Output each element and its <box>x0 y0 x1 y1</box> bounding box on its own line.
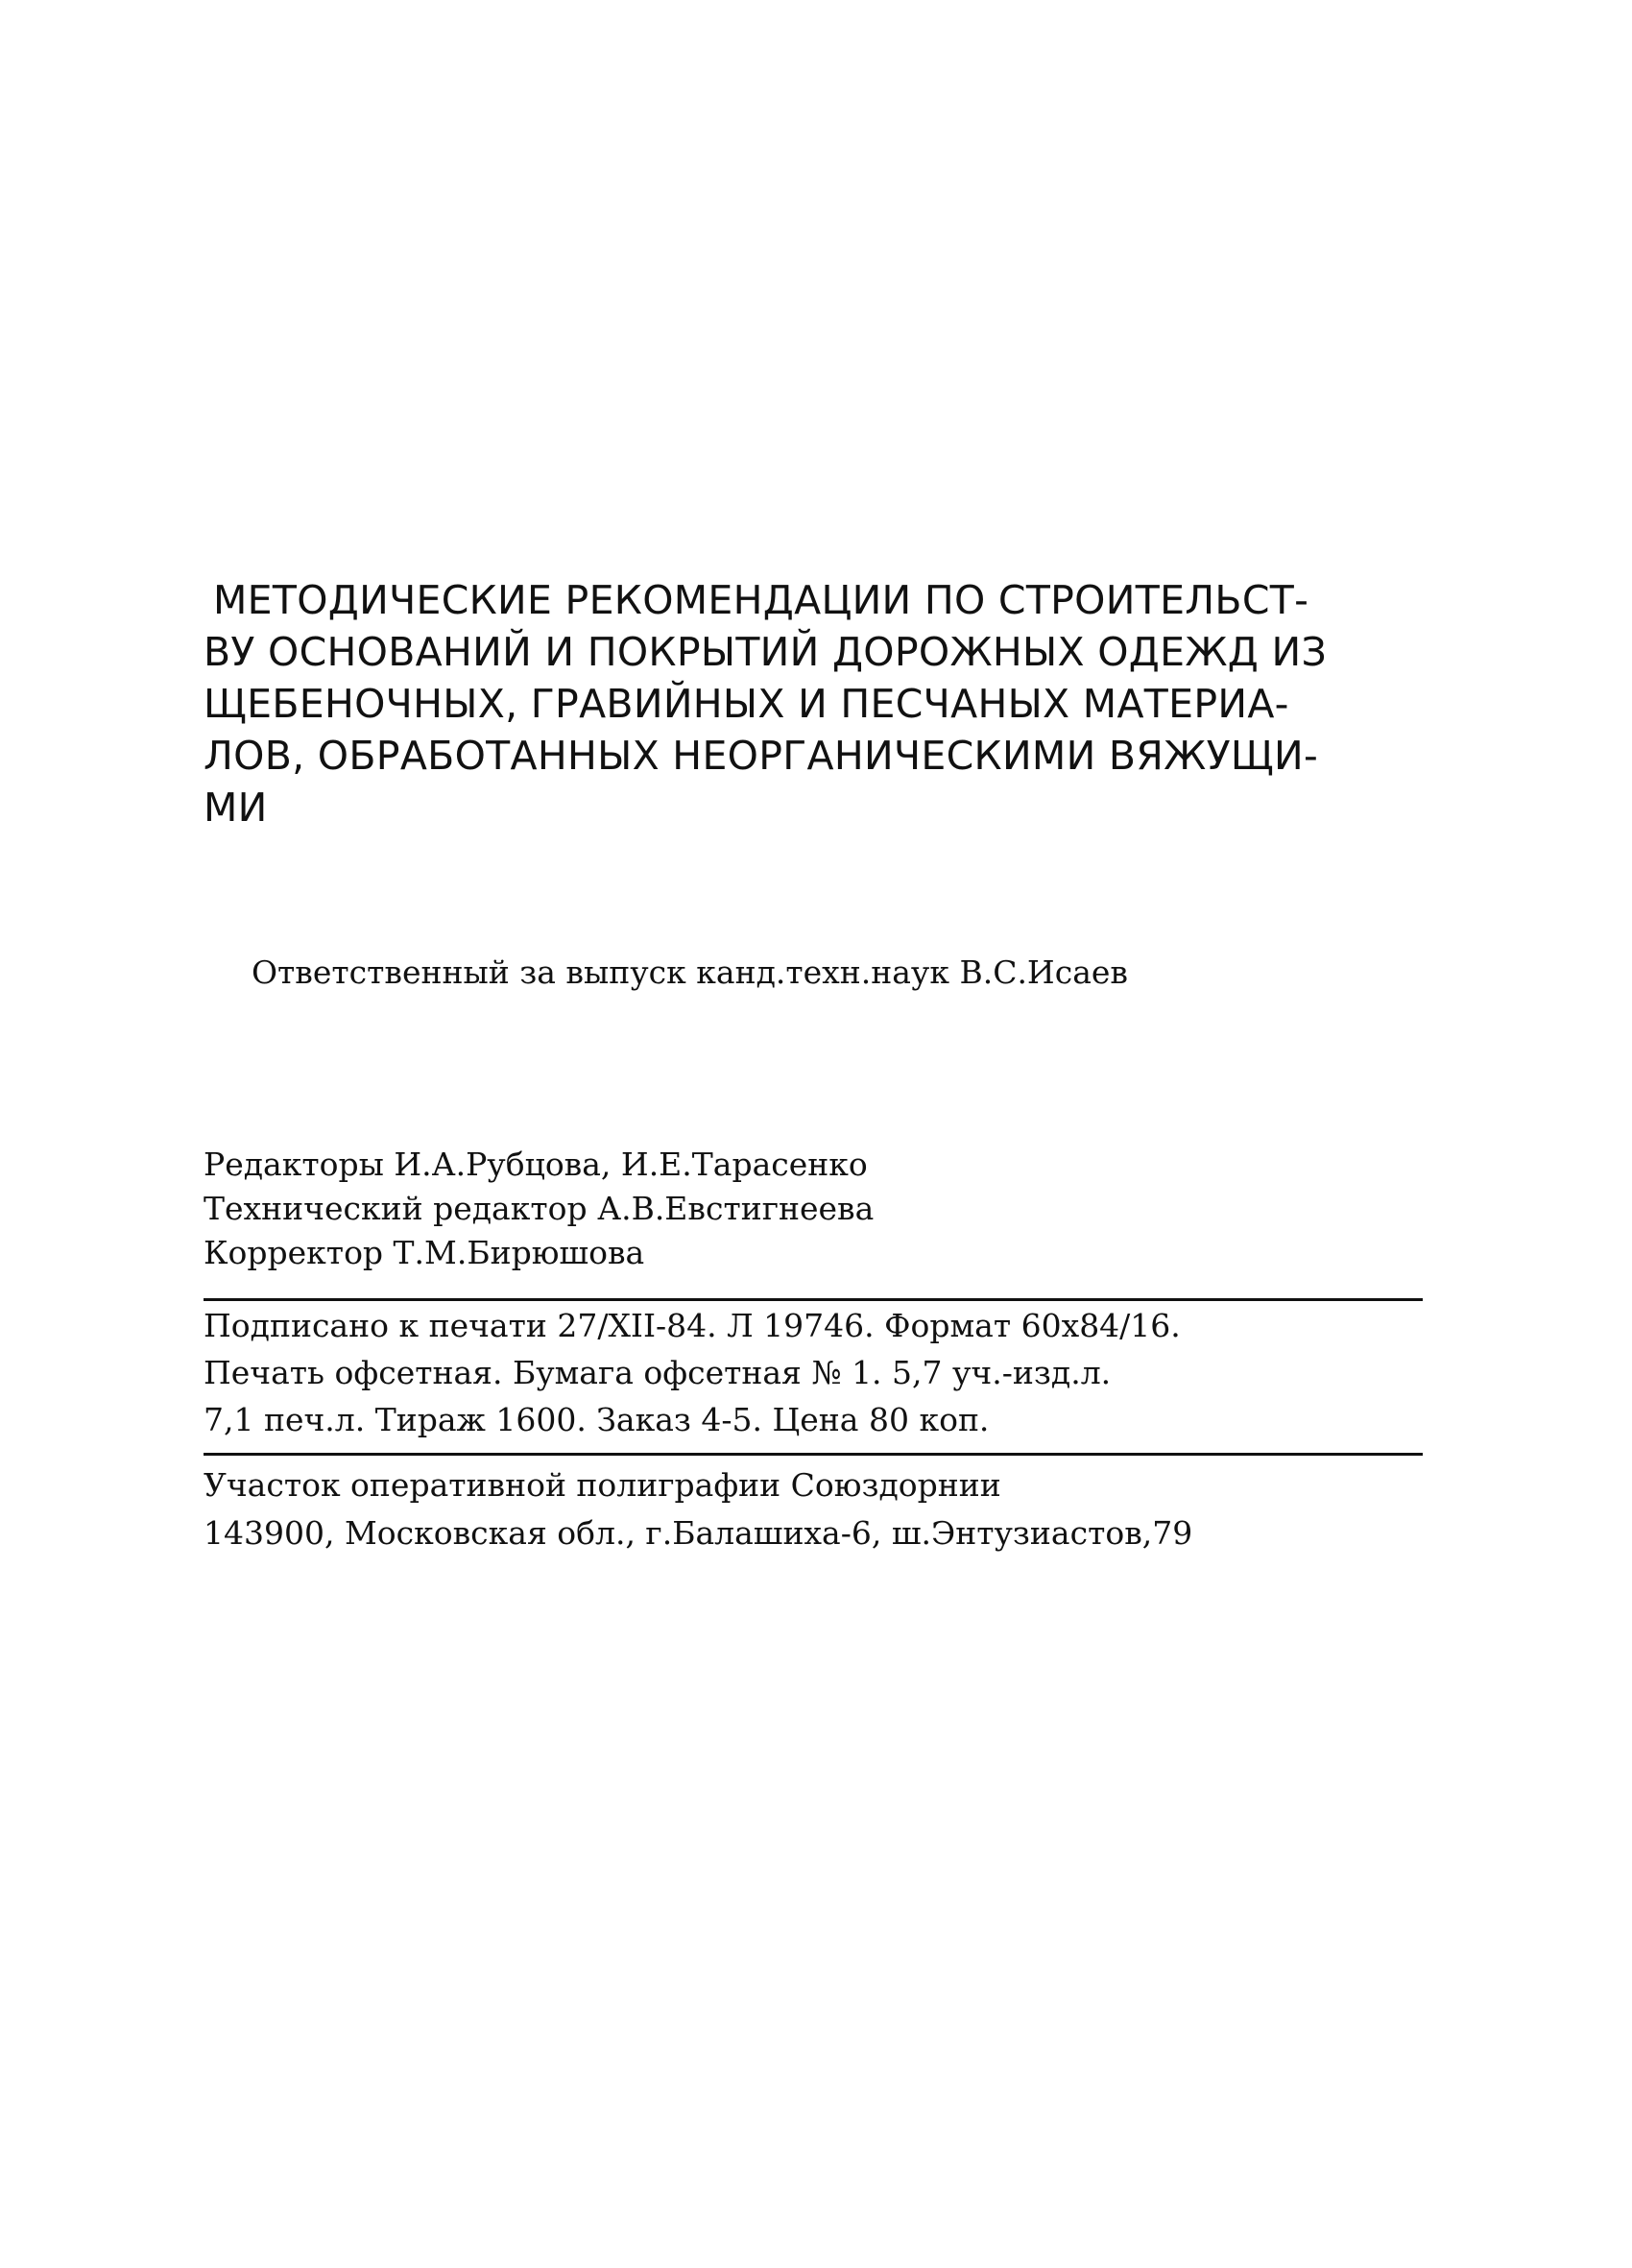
document-title <box>204 574 1432 833</box>
publisher-address <box>204 1461 1192 1557</box>
title-line: МИ <box>204 784 268 831</box>
editorial-staff <box>204 1143 874 1275</box>
title-line: ЛОВ, ОБРАБОТАННЫХ НЕОРГАНИЧЕСКИМИ ВЯЖУЩИ- <box>204 733 1319 779</box>
print-details-line: 7,1 печ.л. Тираж 1600. Заказ 4-5. Цена 80 коп. <box>204 1401 990 1438</box>
staff-line-technical-editor: Технический редактор А.В.Евстигнеева <box>204 1190 875 1227</box>
title-line: ВУ ОСНОВАНИЙ И ПОКРЫТИЙ ДОРОЖНЫХ ОДЕЖД ИЗ <box>204 629 1328 675</box>
title-line: ЩЕБЕНОЧНЫХ, ГРАВИЙНЫХ И ПЕСЧАНЫХ МАТЕРИА- <box>204 681 1289 727</box>
responsible-editor-line: Ответственный за выпуск канд.техн.наук В.С.Исаев <box>252 953 1128 991</box>
divider-rule-bottom <box>204 1453 1423 1456</box>
staff-line-editors: Редакторы И.А.Рубцова, И.Е.Тарасенко <box>204 1146 868 1183</box>
publisher-address-line: 143900, Московская обл., г.Балашиха-6, ш.Энтузиастов,79 <box>204 1514 1193 1552</box>
title-line: МЕТОДИЧЕСКИЕ РЕКОМЕНДАЦИИ ПО СТРОИТЕЛЬСТ- <box>213 577 1309 623</box>
divider-rule-top <box>204 1298 1423 1301</box>
print-details-line: Печать офсетная. Бумага офсетная № 1. 5,7 уч.-изд.л. <box>204 1354 1112 1391</box>
publisher-name: Участок оперативной полиграфии Союздорнии <box>204 1466 1001 1504</box>
print-details-line: Подписано к печати 27/XII-84. Л 19746. Формат 60x84/16. <box>204 1307 1181 1344</box>
print-details <box>204 1302 1181 1443</box>
staff-line-proofreader: Корректор Т.М.Бирюшова <box>204 1234 645 1271</box>
